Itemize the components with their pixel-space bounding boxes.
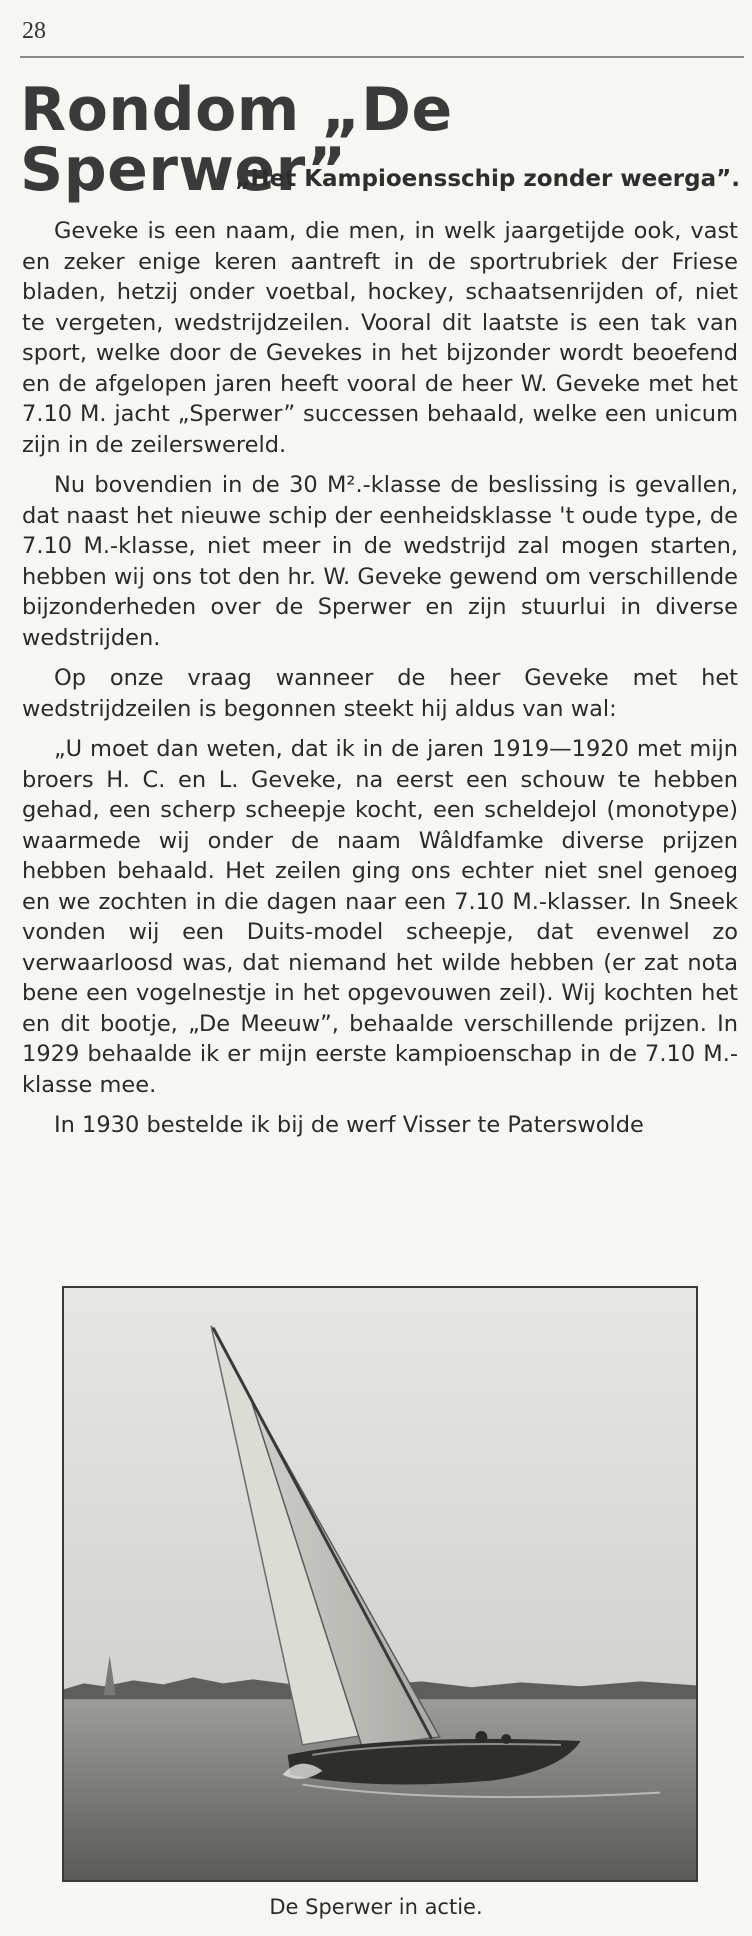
paragraph: Nu bovendien in de 30 M².-klasse de beslissing is gevallen, dat naast het nieuwe schip der eenheidsklasse 't oude type, de 7.10 M.-klasse, niet meer in de wedstrijd zal mogen starten, hebben wij ons tot den hr. W. Geveke gewend om verschillende bijzonderheden over de Sperwer en zijn stuurlui in diverse wedstrijden.: [22, 472, 738, 651]
crew-figure: [475, 1731, 487, 1743]
header-rule: [20, 56, 744, 58]
paragraph: „U moet dan weten, dat ik in de jaren 1919—1920 met mijn broers H. C. en L. Geveke, na eerst een schouw te hebben gehad, een scherp scheepje kocht, een scheldejol (monotype) waarmede wij onder de naam Wâldfamke diverse prijzen hebben behaald. Het zeilen ging ons echter niet snel genoeg en we zochten in die dagen naar een 7.10 M.-klasser. In Sneek vonden wij een Duits-model scheepje, dat evenwel zo verwaarloosd was, dat niemand het wilde hebben (er zat nota bene een vogelnestje in het opgevouwen zeil). Wij kochten het en dit bootje, „De Meeuw”, behaalde verschillende prijzen. In 1929 behaalde ik er mijn eerste kampioenschap in de 7.10 M.-klasse mee.: [22, 736, 738, 1098]
article-body: [22, 216, 738, 1151]
paragraph: Op onze vraag wanneer de heer Geveke met het wedstrijdzeilen is begonnen steekt hij aldus van wal:: [22, 665, 738, 722]
sailboat-photo: [62, 1286, 698, 1882]
page-number: 28: [22, 18, 46, 44]
photo-caption: De Sperwer in actie.: [269, 1895, 483, 1919]
crew-figure: [501, 1734, 511, 1744]
paragraph: In 1930 bestelde ik bij de werf Visser te Paterswolde: [54, 1112, 644, 1138]
sailboat-image: [64, 1288, 696, 1880]
article-title: Rondom „De Sperwer”: [20, 75, 453, 205]
article-subtitle: „Het Kampioensschip zonder weerga”.: [235, 166, 740, 192]
paragraph: Geveke is een naam, die men, in welk jaargetijde ook, vast en zeker enige keren aantreft in de sportrubriek der Friese bladen, hetzij onder voetbal, hockey, schaatsenrijden of, niet te vergeten, wedstrijdzeilen. Vooral dit laatste is een tak van sport, welke door de Gevekes in het bijzonder wordt beoefend en de afgelopen jaren heeft vooral de heer W. Geveke met het 7.10 M. jacht „Sperwer” successen behaald, welke een unicum zijn in de zeilerswereld.: [22, 218, 738, 458]
